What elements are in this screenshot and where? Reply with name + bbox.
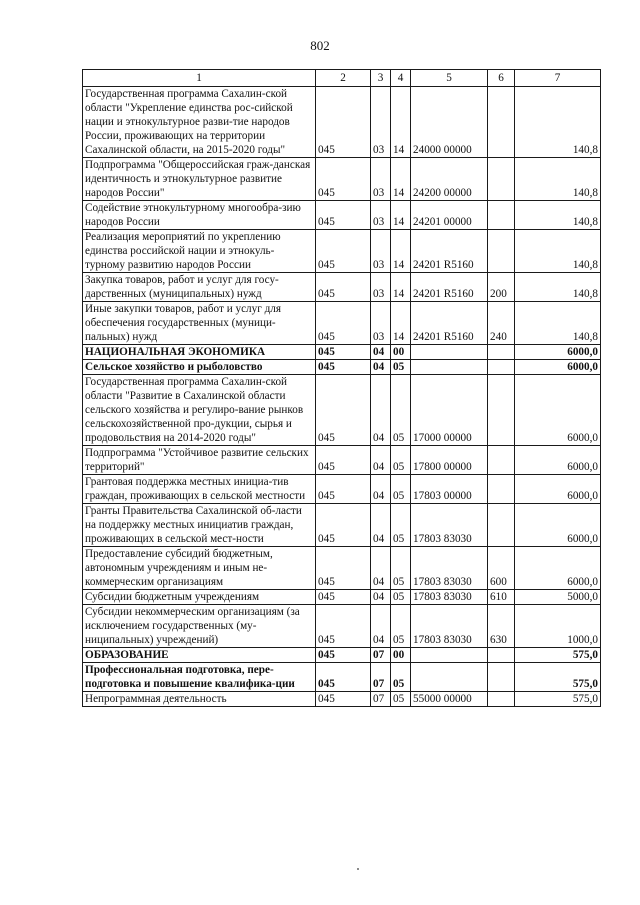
page-number: 802: [310, 38, 330, 53]
subsection-cell: 05: [391, 504, 411, 547]
subsection-cell: 00: [391, 648, 411, 663]
expense-type-cell: 200: [488, 273, 515, 302]
scan-speck: [357, 868, 359, 870]
expense-type-cell: [488, 648, 515, 663]
target-article-cell: 17803 83030: [411, 605, 488, 648]
section-cell: 04: [371, 475, 391, 504]
expense-type-cell: [488, 375, 515, 446]
table-row: [83, 360, 601, 375]
name-cell: Профессиональная подготовка, пере-подготовка и повышение квалифика-ции: [83, 663, 316, 692]
table-row: [83, 273, 601, 302]
target-article-cell: [411, 663, 488, 692]
subsection-cell: 05: [391, 590, 411, 605]
amount-cell: 140,8: [515, 158, 601, 201]
name-cell: Субсидии некоммерческим организациям (за исключением государственных (му-ниципальных) учреждений): [83, 605, 316, 648]
header-cell-1: 1: [83, 70, 316, 87]
expense-type-cell: 600: [488, 547, 515, 590]
section-cell: 07: [371, 648, 391, 663]
amount-cell: 575,0: [515, 648, 601, 663]
header-cell-5: 5: [411, 70, 488, 87]
amount-cell: 6000,0: [515, 475, 601, 504]
expense-type-cell: 240: [488, 302, 515, 345]
expense-type-cell: [488, 345, 515, 360]
name-cell: Реализация мероприятий по укреплению единства российской нации и этнокуль-турному развитию народов России: [83, 230, 316, 273]
table-row: [83, 375, 601, 446]
amount-cell: 140,8: [515, 230, 601, 273]
section-cell: 04: [371, 590, 391, 605]
subsection-cell: 14: [391, 230, 411, 273]
target-article-cell: [411, 345, 488, 360]
section-cell: 04: [371, 605, 391, 648]
subsection-cell: 14: [391, 158, 411, 201]
subsection-cell: 05: [391, 360, 411, 375]
ministry-code-cell: 045: [316, 87, 371, 158]
expense-type-cell: [488, 475, 515, 504]
section-cell: 04: [371, 446, 391, 475]
table-row: [83, 692, 601, 707]
expense-type-cell: [488, 446, 515, 475]
section-cell: 04: [371, 360, 391, 375]
amount-cell: 6000,0: [515, 446, 601, 475]
amount-cell: 140,8: [515, 302, 601, 345]
target-article-cell: 24201 R5160: [411, 273, 488, 302]
section-cell: 07: [371, 692, 391, 707]
target-article-cell: 17803 83030: [411, 547, 488, 590]
table-row: [83, 648, 601, 663]
amount-cell: 6000,0: [515, 345, 601, 360]
section-cell: 04: [371, 504, 391, 547]
table-row: [83, 475, 601, 504]
ministry-code-cell: 045: [316, 230, 371, 273]
table-row: [83, 158, 601, 201]
table-row: [83, 446, 601, 475]
ministry-code-cell: 045: [316, 345, 371, 360]
header-cell-7: 7: [515, 70, 601, 87]
section-cell: 03: [371, 273, 391, 302]
table-row: [83, 605, 601, 648]
target-article-cell: 17803 00000: [411, 475, 488, 504]
amount-cell: 140,8: [515, 87, 601, 158]
table-row: [83, 547, 601, 590]
budget-table: [82, 69, 601, 707]
target-article-cell: 55000 00000: [411, 692, 488, 707]
header-cell-3: 3: [371, 70, 391, 87]
section-cell: 04: [371, 345, 391, 360]
name-cell: Грантовая поддержка местных инициа-тив граждан, проживающих в сельской местности: [83, 475, 316, 504]
ministry-code-cell: 045: [316, 360, 371, 375]
table-row: [83, 663, 601, 692]
expense-type-cell: 610: [488, 590, 515, 605]
expense-type-cell: [488, 663, 515, 692]
name-cell: Государственная программа Сахалин-ской области "Укрепление единства рос-сийской нации и этнокультурное разви-тие народов России, проживающих на территории Сахалинской области, на 2015-2020 годы": [83, 87, 316, 158]
header-cell-4: 4: [391, 70, 411, 87]
section-cell: 03: [371, 230, 391, 273]
subsection-cell: 05: [391, 375, 411, 446]
ministry-code-cell: 045: [316, 158, 371, 201]
target-article-cell: 24201 R5160: [411, 230, 488, 273]
expense-type-cell: [488, 504, 515, 547]
name-cell: Подпрограмма "Общероссийская граж-данская идентичность и этнокультурное развитие народов России": [83, 158, 316, 201]
name-cell: Закупка товаров, работ и услуг для госу-дарственных (муниципальных) нужд: [83, 273, 316, 302]
expense-type-cell: [488, 360, 515, 375]
amount-cell: 1000,0: [515, 605, 601, 648]
subsection-cell: 14: [391, 201, 411, 230]
amount-cell: 6000,0: [515, 547, 601, 590]
amount-cell: 5000,0: [515, 590, 601, 605]
name-cell: Подпрограмма "Устойчивое развитие сельских территорий": [83, 446, 316, 475]
name-cell: Государственная программа Сахалин-ской области "Развитие в Сахалинской области сельского хозяйства и регулиро-вание рынков сельскохозяйственной про-дукции, сырья и продовольствия на 2014-2020 годы": [83, 375, 316, 446]
amount-cell: 6000,0: [515, 375, 601, 446]
ministry-code-cell: 045: [316, 663, 371, 692]
subsection-cell: 05: [391, 692, 411, 707]
ministry-code-cell: 045: [316, 648, 371, 663]
target-article-cell: [411, 360, 488, 375]
subsection-cell: 05: [391, 446, 411, 475]
ministry-code-cell: 045: [316, 590, 371, 605]
subsection-cell: 14: [391, 87, 411, 158]
section-cell: 04: [371, 547, 391, 590]
target-article-cell: 17000 00000: [411, 375, 488, 446]
table-row: [83, 230, 601, 273]
target-article-cell: 17803 83030: [411, 590, 488, 605]
ministry-code-cell: 045: [316, 446, 371, 475]
expense-type-cell: [488, 230, 515, 273]
table-row: [83, 87, 601, 158]
amount-cell: 575,0: [515, 663, 601, 692]
expense-type-cell: [488, 158, 515, 201]
ministry-code-cell: 045: [316, 504, 371, 547]
target-article-cell: 24200 00000: [411, 158, 488, 201]
name-cell: Предоставление субсидий бюджетным, автономным учреждениям и иным не-коммерческим организациям: [83, 547, 316, 590]
target-article-cell: [411, 648, 488, 663]
expense-type-cell: [488, 692, 515, 707]
section-cell: 03: [371, 158, 391, 201]
target-article-cell: 17803 83030: [411, 504, 488, 547]
subsection-cell: 00: [391, 345, 411, 360]
subsection-cell: 05: [391, 475, 411, 504]
table-row: [83, 201, 601, 230]
subsection-cell: 05: [391, 605, 411, 648]
section-cell: 03: [371, 201, 391, 230]
expense-type-cell: [488, 87, 515, 158]
table-row: [83, 345, 601, 360]
name-cell: Содействие этнокультурному многообра-зию народов России: [83, 201, 316, 230]
ministry-code-cell: 045: [316, 201, 371, 230]
name-cell: Непрограммная деятельность: [83, 692, 316, 707]
ministry-code-cell: 045: [316, 375, 371, 446]
subsection-cell: 05: [391, 547, 411, 590]
ministry-code-cell: 045: [316, 605, 371, 648]
section-cell: 07: [371, 663, 391, 692]
table-row: [83, 590, 601, 605]
expense-type-cell: 630: [488, 605, 515, 648]
header-cell-6: 6: [488, 70, 515, 87]
target-article-cell: 24000 00000: [411, 87, 488, 158]
subsection-cell: 14: [391, 273, 411, 302]
name-cell: НАЦИОНАЛЬНАЯ ЭКОНОМИКА: [83, 345, 316, 360]
amount-cell: 6000,0: [515, 360, 601, 375]
table-row: [83, 504, 601, 547]
name-cell: Гранты Правительства Сахалинской об-ласти на поддержку местных инициатив граждан, проживающих в сельской мест-ности: [83, 504, 316, 547]
section-cell: 03: [371, 302, 391, 345]
amount-cell: 575,0: [515, 692, 601, 707]
section-cell: 04: [371, 375, 391, 446]
amount-cell: 6000,0: [515, 504, 601, 547]
target-article-cell: 17800 00000: [411, 446, 488, 475]
target-article-cell: 24201 R5160: [411, 302, 488, 345]
name-cell: Сельское хозяйство и рыболовство: [83, 360, 316, 375]
amount-cell: 140,8: [515, 273, 601, 302]
table-header-row: [83, 70, 601, 87]
amount-cell: 140,8: [515, 201, 601, 230]
name-cell: ОБРАЗОВАНИЕ: [83, 648, 316, 663]
name-cell: Иные закупки товаров, работ и услуг для обеспечения государственных (муници-пальных) нужд: [83, 302, 316, 345]
target-article-cell: 24201 00000: [411, 201, 488, 230]
section-cell: 03: [371, 87, 391, 158]
ministry-code-cell: 045: [316, 273, 371, 302]
ministry-code-cell: 045: [316, 692, 371, 707]
name-cell: Субсидии бюджетным учреждениям: [83, 590, 316, 605]
subsection-cell: 14: [391, 302, 411, 345]
table-row: [83, 302, 601, 345]
subsection-cell: 05: [391, 663, 411, 692]
ministry-code-cell: 045: [316, 302, 371, 345]
header-cell-2: 2: [316, 70, 371, 87]
ministry-code-cell: 045: [316, 475, 371, 504]
ministry-code-cell: 045: [316, 547, 371, 590]
expense-type-cell: [488, 201, 515, 230]
